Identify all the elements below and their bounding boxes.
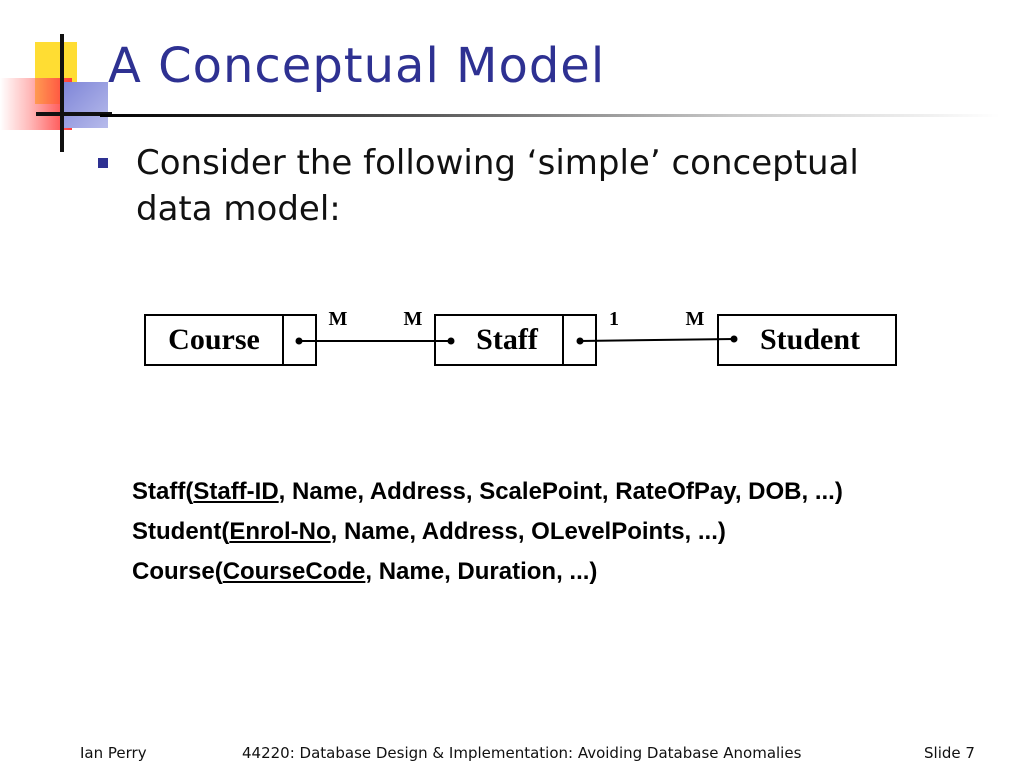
relation-attributes: , Name, Duration, ...) (365, 558, 598, 585)
entity-staff (435, 315, 596, 365)
relation-student: Student(Enrol-No, Name, Address, OLevelPoints, ...) (132, 518, 726, 545)
entity-student (718, 315, 896, 365)
entity-name: Course (168, 323, 260, 356)
primary-key: Enrol-No (229, 518, 331, 545)
relation-attributes: , Name, Address, OLevelPoints, ...) (330, 518, 726, 545)
slide-title: A Conceptual Model (108, 38, 606, 94)
primary-key: Staff-ID (193, 478, 279, 505)
pointer-dot (448, 338, 455, 345)
relation-name: Course (132, 558, 215, 585)
relation-course: Course(CourseCode, Name, Duration, ...) (132, 558, 598, 585)
relation-list (132, 472, 843, 592)
cardinality-label: M (328, 308, 348, 330)
pointer-dot (731, 336, 738, 343)
footer-course-title: 44220: Database Design & Implementation: Avoiding Database Anomalies (242, 744, 802, 762)
relation-name: Student (132, 518, 222, 545)
pointer-dot (296, 338, 303, 345)
footer-slide-number: Slide 7 (924, 744, 975, 762)
cardinality-label: M (685, 308, 705, 330)
bullet-text: Consider the following ‘simple’ conceptual data model: (136, 143, 859, 229)
pointer-dot (577, 338, 584, 345)
relation-name: Staff (132, 478, 186, 505)
relation-staff: Staff(Staff-ID, Name, Address, ScalePoint, RateOfPay, DOB, ...) (132, 478, 843, 505)
entity-name: Staff (476, 323, 538, 356)
primary-key: CourseCode (222, 558, 366, 585)
entity-name: Student (759, 323, 861, 356)
entity-course (145, 315, 316, 365)
relationship-line-staff-student (580, 339, 734, 341)
footer-author: Ian Perry (80, 744, 147, 762)
relation-attributes: , Name, Address, ScalePoint, RateOfPay, DOB, ...) (278, 478, 843, 505)
cardinality-label: 1 (609, 308, 619, 330)
cardinality-label: M (403, 308, 423, 330)
